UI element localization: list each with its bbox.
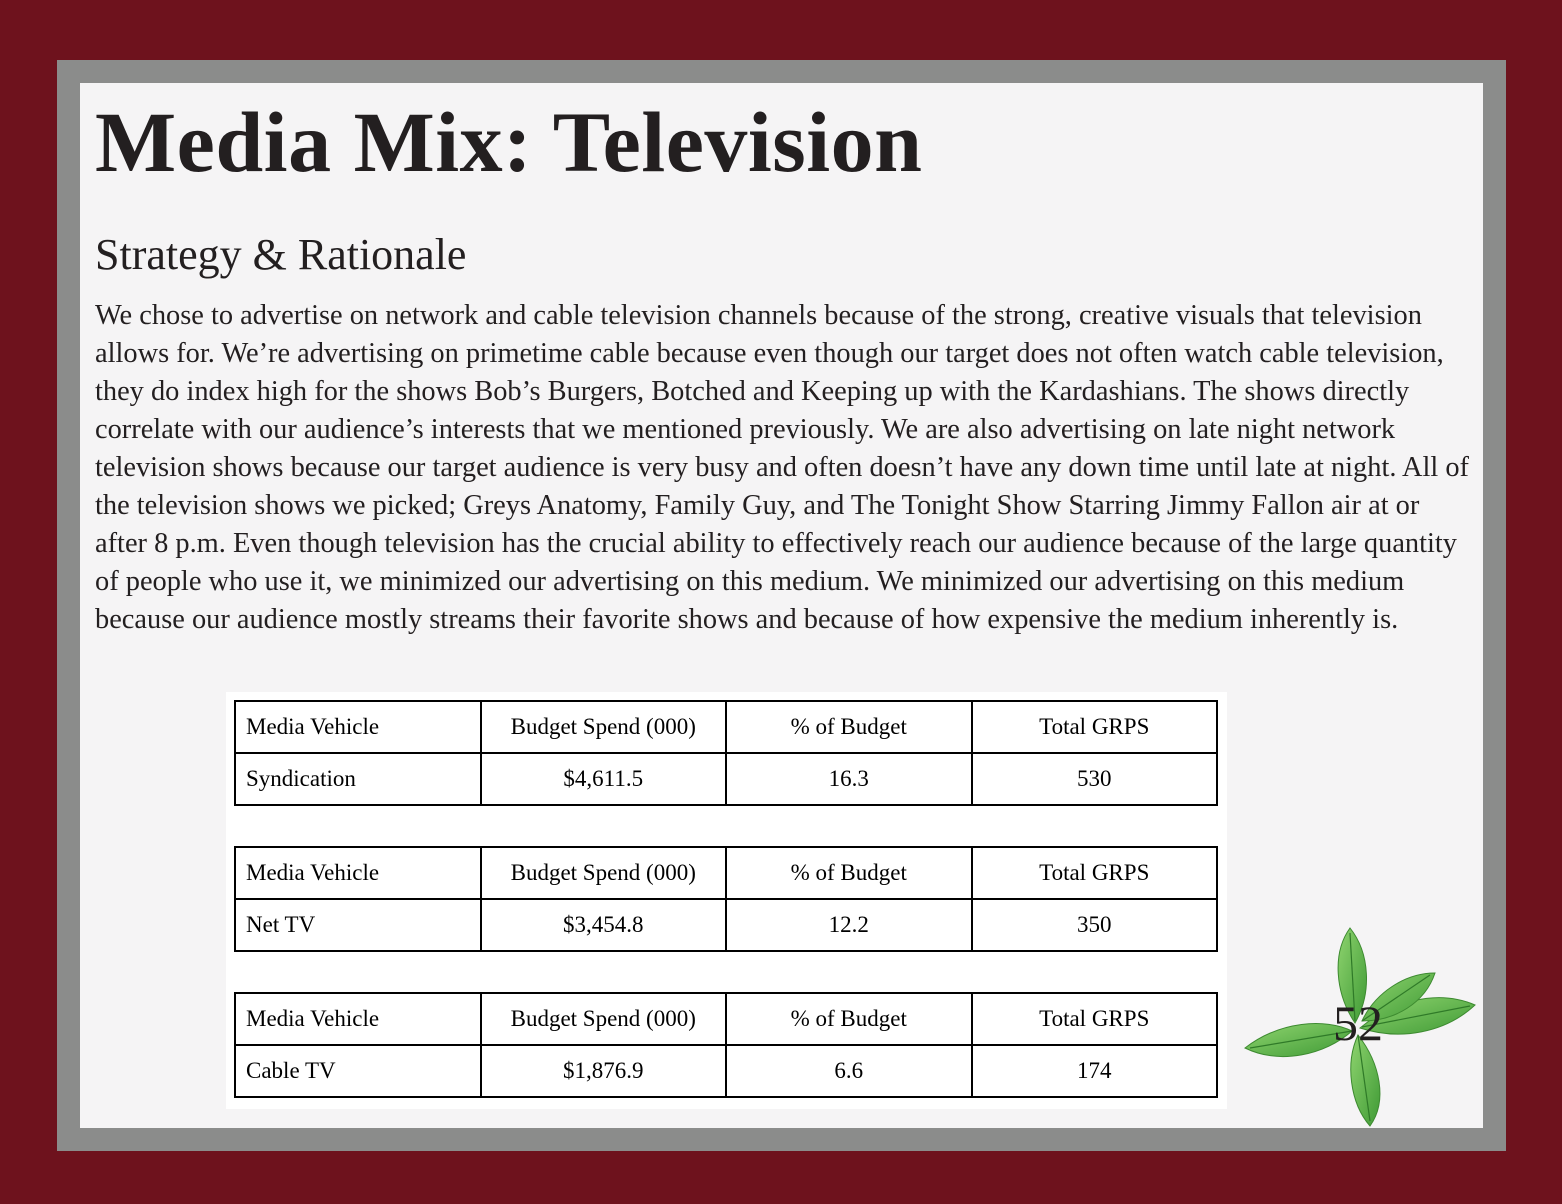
header-percent-budget: % of Budget xyxy=(726,993,972,1045)
cell-percent-budget: 16.3 xyxy=(726,753,972,805)
body-paragraph: We chose to advertise on network and cable television channels because of the strong, creative visuals that television allows for. We’re advertising on primetime cable because even though our target does not often watch cable television, they do index high for the shows Bob’s Burgers, Botched and Keeping up with the Kardashians. The shows directly correlate with our audience’s interests that we mentioned previously. We are also advertising on late night network television shows because our target audience is very busy and often doesn’t have any down time until late at night. All of the television shows we picked; Greys Anatomy, Family Guy, and The Tonight Show Starring Jimmy Fallon air at or after 8 p.m. Even though television has the crucial ability to effectively reach our audience because of the large quantity of people who use it, we minimized our advertising on this medium. We minimized our advertising on this medium because our audience mostly streams their favorite shows and because of how expensive the medium inherently is. xyxy=(95,300,1469,635)
section-subtitle: Strategy & Rationale xyxy=(95,230,467,279)
page-number: 52 xyxy=(1333,995,1383,1051)
media-table-net-tv xyxy=(234,846,1218,952)
table-row xyxy=(235,1045,1217,1097)
cell-total-grps: 350 xyxy=(972,899,1218,951)
table-header-row xyxy=(235,701,1217,753)
header-total-grps: Total GRPS xyxy=(972,847,1218,899)
header-media-vehicle: Media Vehicle xyxy=(235,701,481,753)
header-budget-spend: Budget Spend (000) xyxy=(481,701,727,753)
page xyxy=(80,83,1483,1128)
page-title: Media Mix: Television xyxy=(95,94,923,190)
header-percent-budget: % of Budget xyxy=(726,847,972,899)
header-media-vehicle: Media Vehicle xyxy=(235,847,481,899)
cell-budget-spend: $4,611.5 xyxy=(481,753,727,805)
table-header-row xyxy=(235,993,1217,1045)
table-row xyxy=(235,899,1217,951)
media-table-syndication xyxy=(234,700,1218,806)
cell-media-vehicle: Syndication xyxy=(235,753,481,805)
media-tables xyxy=(226,692,1227,1109)
cell-media-vehicle: Net TV xyxy=(235,899,481,951)
header-percent-budget: % of Budget xyxy=(726,701,972,753)
cell-budget-spend: $1,876.9 xyxy=(481,1045,727,1097)
header-total-grps: Total GRPS xyxy=(972,701,1218,753)
table-row xyxy=(235,753,1217,805)
header-total-grps: Total GRPS xyxy=(972,993,1218,1045)
cell-media-vehicle: Cable TV xyxy=(235,1045,481,1097)
media-table-cable-tv xyxy=(234,992,1218,1098)
table-header-row xyxy=(235,847,1217,899)
cell-total-grps: 174 xyxy=(972,1045,1218,1097)
cell-budget-spend: $3,454.8 xyxy=(481,899,727,951)
cell-total-grps: 530 xyxy=(972,753,1218,805)
cell-percent-budget: 12.2 xyxy=(726,899,972,951)
header-media-vehicle: Media Vehicle xyxy=(235,993,481,1045)
header-budget-spend: Budget Spend (000) xyxy=(481,993,727,1045)
cell-percent-budget: 6.6 xyxy=(726,1045,972,1097)
header-budget-spend: Budget Spend (000) xyxy=(481,847,727,899)
